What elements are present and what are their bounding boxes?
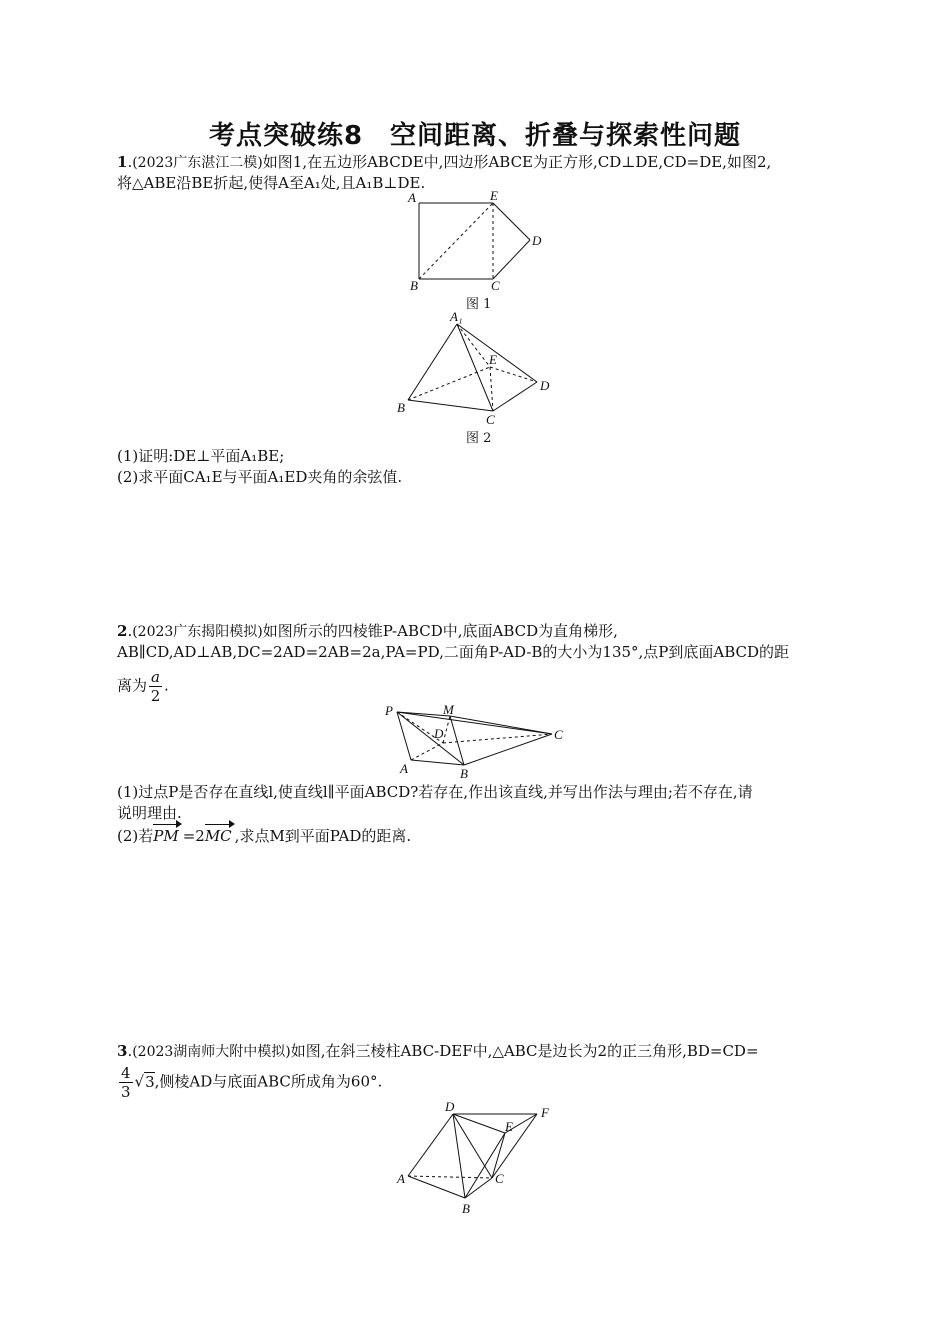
q1-fig2-caption: 图 2 xyxy=(466,431,492,446)
q3-number: 3 xyxy=(117,1042,128,1060)
fig1-label-D: D xyxy=(532,233,542,248)
q3-frac-num: 4 xyxy=(121,1064,131,1082)
q3-text1: 如图,在斜三棱柱ABC-DEF中,△ABC是边长为2的正三角形,BD=CD= xyxy=(290,1042,759,1060)
q2-sub2 xyxy=(117,826,411,846)
q1-source: (2023广东湛江二模) xyxy=(132,155,263,171)
q2-source: (2023广东揭阳模拟) xyxy=(132,624,263,640)
q2-sub1-l2: 说明理由. xyxy=(117,804,182,822)
q1-sub2: (2)求平面CA₁E与平面A₁ED夹角的余弦值. xyxy=(117,468,403,486)
q2-sub2-post: ,求点M到平面PAD的距离. xyxy=(234,827,412,845)
q2-sub2-mid: =2 xyxy=(182,827,205,845)
q2-text3-end: . xyxy=(163,676,169,695)
q3-fig-label-D: D xyxy=(445,1099,455,1114)
fig1-label-E: E xyxy=(490,188,498,203)
q1-figure1 xyxy=(400,188,560,298)
q3-fig-label-B: B xyxy=(462,1201,470,1216)
q3-source: (2023湖南师大附中模拟) xyxy=(132,1044,291,1060)
q2-fig-label-A: A xyxy=(400,761,408,776)
q2-fig-label-B: B xyxy=(460,766,468,781)
q2-sub2-pre: (2)若 xyxy=(117,827,154,845)
fig2-label-E: E xyxy=(489,352,497,367)
q2-vector-mc: MC xyxy=(204,827,232,845)
q2-number: 2 xyxy=(117,622,128,640)
q1-text2: 将△ABE沿BE折起,使得A至A₁处,且A₁B⊥DE. xyxy=(117,174,426,192)
q3-fig-label-E: E xyxy=(505,1119,513,1134)
q2-text3: 离为 xyxy=(117,676,148,695)
q3-line1: 3.(2023湖南师大附中模拟)如图,在斜三棱柱ABC-DEF中,△ABC是边长为2的正三角形,BD=CD= xyxy=(117,1042,759,1060)
q1-line1: 1.(2023广东湛江二模)如图1,在五边形ABCDE中,四边形ABCE为正方形,CD⊥DE,CD=DE,如图2, xyxy=(117,153,772,171)
page-title: 考点突破练8 空间距离、折叠与探索性问题 xyxy=(208,121,742,151)
fig1-label-A: A xyxy=(408,190,416,205)
q3-text2: ,侧棱AD与底面ABC所成角为60°. xyxy=(154,1072,383,1091)
q2-sub1-l1: (1)过点P是否存在直线l,使直线l∥平面ABCD?若存在,作出该直线,并写出作法与理由;若不存在,请 xyxy=(117,783,753,801)
fig2-label-B: B xyxy=(397,400,405,415)
q3-fig-label-F: F xyxy=(541,1105,549,1120)
fig1-label-C: C xyxy=(491,278,500,293)
q3-sqrt: √3 xyxy=(134,1072,155,1091)
fig1-label-B: B xyxy=(410,278,418,293)
q3-fig-label-A: A xyxy=(397,1171,405,1186)
q3-fraction xyxy=(119,1064,133,1101)
q2-figure xyxy=(380,700,580,785)
q2-fig-label-M: M xyxy=(443,702,454,717)
q2-text1: 如图所示的四棱锥P-ABCD中,底面ABCD为直角梯形, xyxy=(262,622,618,640)
q2-frac-den: 2 xyxy=(150,687,161,705)
q2-text2: AB∥CD,AD⊥AB,DC=2AD=2AB=2a,PA=PD,二面角P-AD-B的大小为135°,点P到底面ABCD的距 xyxy=(117,643,790,661)
q3-frac-den: 3 xyxy=(121,1083,131,1101)
q2-fig-label-P: P xyxy=(385,703,393,718)
q2-fraction xyxy=(149,668,162,705)
fig2-label-A1: A₁ xyxy=(450,309,463,324)
q3-figure xyxy=(395,1100,565,1220)
q1-fig1-caption: 图 1 xyxy=(466,297,492,312)
fig2-label-D: D xyxy=(540,378,550,393)
q1-number: 1 xyxy=(117,153,128,171)
q2-vector-pm: PM xyxy=(153,827,179,845)
q2-line3 xyxy=(117,668,169,705)
q2-fig-label-D: D xyxy=(434,726,444,741)
q3-line2 xyxy=(117,1064,382,1101)
q3-sqrt-val: 3 xyxy=(145,1072,155,1091)
q3-fig-label-C: C xyxy=(495,1171,504,1186)
q2-frac-num: a xyxy=(151,668,160,686)
q1-text1: 如图1,在五边形ABCDE中,四边形ABCE为正方形,CD⊥DE,CD=DE,如图2, xyxy=(262,153,772,171)
q1-sub1: (1)证明:DE⊥平面A₁BE; xyxy=(117,447,285,465)
q1-figure2 xyxy=(395,308,565,428)
q2-fig-label-C: C xyxy=(554,727,563,742)
q2-line1: 2.(2023广东揭阳模拟)如图所示的四棱锥P-ABCD中,底面ABCD为直角梯形, xyxy=(117,622,618,640)
fig2-label-C: C xyxy=(486,412,495,427)
